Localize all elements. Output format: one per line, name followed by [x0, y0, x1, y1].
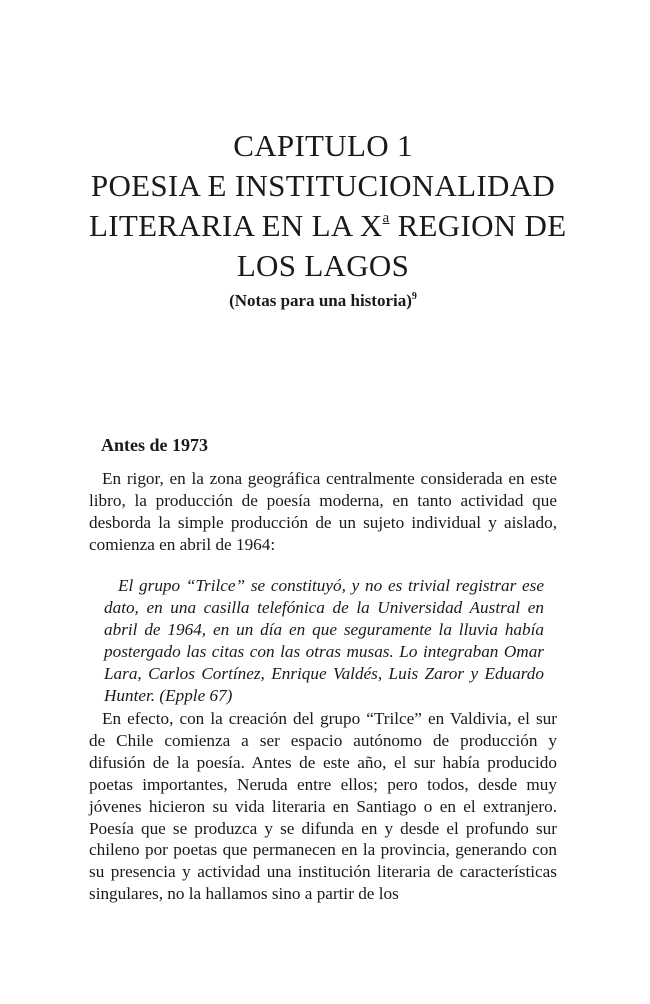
chapter-title-line-3	[89, 206, 567, 246]
chapter-title-line-4: LOS LAGOS	[236, 248, 410, 283]
section-heading: Antes de 1973	[101, 435, 208, 455]
chapter-title-line-3-start: LITERARIA EN LA X	[89, 208, 383, 243]
block-quote: El grupo “Trilce” se constituyó, y no es trivial registrar ese dato, en una casilla telefónica de la Universidad Austral en abril de 1964, en un día en que seguramente la lluvia había postergado las citas con las otras musas. Lo integraban Omar Lara, Carlos Cortínez, Enrique Valdés, Luis Zaror y Eduardo Hunter. (Epple 67)	[104, 576, 544, 705]
footnote-marker: 9	[411, 291, 417, 302]
chapter-number: CAPITULO 1	[233, 128, 413, 163]
subtitle-text: (Notas para una historia)	[229, 291, 412, 310]
chapter-title-line-2: POESIA E INSTITUCIONALIDAD	[90, 168, 556, 203]
ordinal-superscript: a	[382, 210, 390, 226]
body-paragraph-1: En rigor, en la zona geográfica centralmente considerada en este libro, la producción de poesía moderna, en tanto actividad que desborda la simple producción de un sujeto individual y aislado, comienza en abril de 1964:	[89, 469, 557, 554]
chapter-title-line-3-end: REGION DE	[389, 208, 567, 243]
chapter-title	[89, 126, 567, 286]
chapter-subtitle	[89, 290, 557, 312]
body-paragraph-2: En efecto, con la creación del grupo “Trilce” en Valdivia, el sur de Chile comienza a ser espacio autónomo de producción y difusión de la poesía. Antes de este año, el sur había producido poetas importantes, Neruda entre ellos; pero todos, desde muy jóvenes hicieron su vida literaria en Santiago o en el extranjero. Poesía que se produzca y se difunda en y desde el profundo sur chileno por poetas que permanecen en la provincia, generando con su presencia y actividad una institución literaria de características singulares, no la hallamos sino a partir de los	[89, 709, 557, 904]
